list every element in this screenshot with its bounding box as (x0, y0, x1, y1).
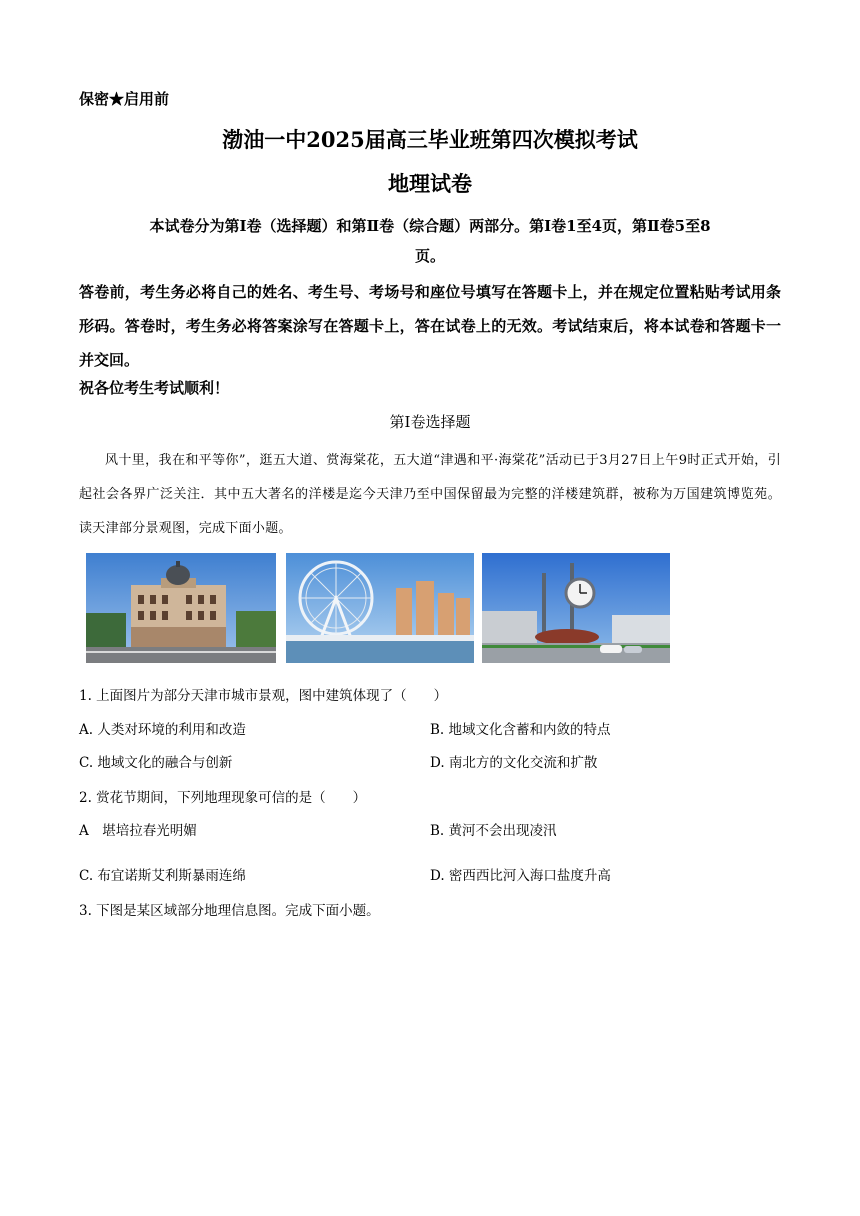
structure-line-2: 页。 (414, 247, 445, 265)
q1-option-b[interactable]: B. 地域文化含蓄和内敛的特点 (430, 722, 611, 738)
structure-line-1: 本试卷分为第Ⅰ卷（选择题）和第Ⅱ卷（综合题）两部分。第Ⅰ卷1至4页，第Ⅱ卷5至8 (149, 217, 711, 235)
question-1-stem: 1. 上面图片为部分天津市城市景观，图中建筑体现了（ ） (79, 688, 448, 704)
q1-option-d[interactable]: D. 南北方的文化交流和扩散 (430, 755, 598, 771)
question-3-stem: 3. 下图是某区域部分地理信息图。完成下面小题。 (79, 903, 380, 919)
question-2-stem: 2. 赏花节期间，下列地理现象可信的是（ ） (79, 790, 367, 806)
confidential-label: 保密★启用前 (79, 90, 170, 108)
q2-option-a[interactable]: A 堪培拉春光明媚 (79, 823, 197, 839)
exam-subtitle: 地理试卷 (388, 171, 472, 196)
photo-european-building (86, 553, 276, 663)
good-luck-text: 祝各位考生考试顺利！ (79, 379, 230, 397)
section-title: 第Ⅰ卷选择题 (389, 413, 471, 431)
q1-option-a[interactable]: A. 人类对环境的利用和改造 (79, 722, 246, 738)
q2-option-c[interactable]: C. 布宜诺斯艾利斯暴雨连绵 (79, 868, 246, 884)
q2-option-b[interactable]: B. 黄河不会出现凌汛 (430, 823, 557, 839)
reading-passage: 风十里，我在和平等你”，逛五大道、赏海棠花，五大道“津遇和平·海棠花”活动已于3月27日上午9时正式开始，引起社会各界广泛关注．其中五大著名的洋楼是迄今天津乃至中国保留最为完整的洋楼建筑群，被称为万国建筑博览苑。读天津部分景观图，完成下面小题。 (79, 453, 781, 536)
photo-clock-tower (482, 553, 670, 663)
structure-instructions (79, 211, 781, 271)
q2-option-d[interactable]: D. 密西西比河入海口盐度升高 (430, 868, 611, 884)
q1-option-c[interactable]: C. 地域文化的融合与创新 (79, 755, 233, 771)
photo-ferris-wheel (286, 553, 474, 663)
exam-title: 渤油一中2025届高三毕业班第四次模拟考试 (222, 127, 638, 152)
answer-notes: 答卷前，考生务必将自己的姓名、考生号、考场号和座位号填写在答题卡上，并在规定位置粘贴考试用条形码。答卷时，考生务必将答案涂写在答题卡上，答在试卷上的无效。考试结束后，将本试卷和答题卡一并交回。 (79, 283, 781, 369)
